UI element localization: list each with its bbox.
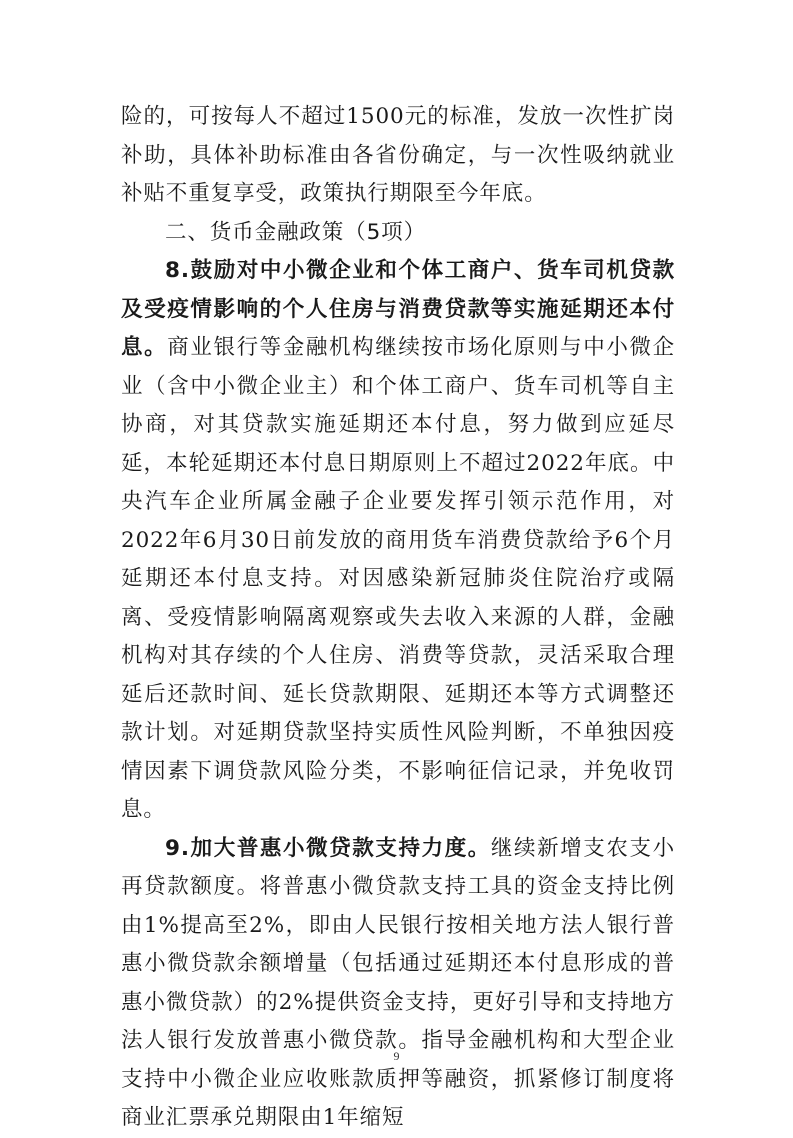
item-8-title: 8.鼓励对中小微企业和个体工商户、货车司机贷款及受疫情影响的个人住房与消费贷款等实施延期还本付息。	[121, 258, 675, 360]
item-8-paragraph	[121, 252, 675, 830]
item-9-body: 继续新增支农支小再贷款额度。将普惠小微贷款支持工具的资金支持比例由1%提高至2%，即由人民银行按相关地方法人银行普惠小微贷款余额增量（包括通过延期还本付息形成的普惠小微贷款）的2%提供资金支持，更好引导和支持地方法人银行发放普惠小微贷款。指导金融机构和大型企业支持中小微企业应收账款质押等融资，抓紧修订制度将商业汇票承兑期限由1年缩短	[121, 835, 675, 1130]
item-9-paragraph	[121, 830, 675, 1138]
item-9-title: 9.加大普惠小微贷款支持力度。	[165, 835, 491, 861]
document-page	[121, 98, 675, 1138]
section-heading: 二、货币金融政策（5项）	[165, 219, 426, 245]
paragraph-continued: 险的，可按每人不超过1500元的标准，发放一次性扩岗补助，具体补助标准由各省份确定，与一次性吸纳就业补贴不重复享受，政策执行期限至今年底。	[121, 104, 675, 206]
page-number: 9	[393, 1049, 400, 1063]
item-8-body: 商业银行等金融机构继续按市场化原则与中小微企业（含中小微企业主）和个体工商户、货车司机等自主协商，对其贷款实施延期还本付息，努力做到应延尽延，本轮延期还本付息日期原则上不超过2022年底。中央汽车企业所属金融子企业要发挥引领示范作用，对2022年6月30日前发放的商用货车消费贷款给予6个月延期还本付息支持。对因感染新冠肺炎住院治疗或隔离、受疫情影响隔离观察或失去收入来源的人群，金融机构对其存续的个人住房、消费等贷款，灵活采取合理延后还款时间、延长贷款期限、延期还本等方式调整还款计划。对延期贷款坚持实质性风险判断，不单独因疫情因素下调贷款风险分类，不影响征信记录，并免收罚息。	[121, 335, 675, 822]
